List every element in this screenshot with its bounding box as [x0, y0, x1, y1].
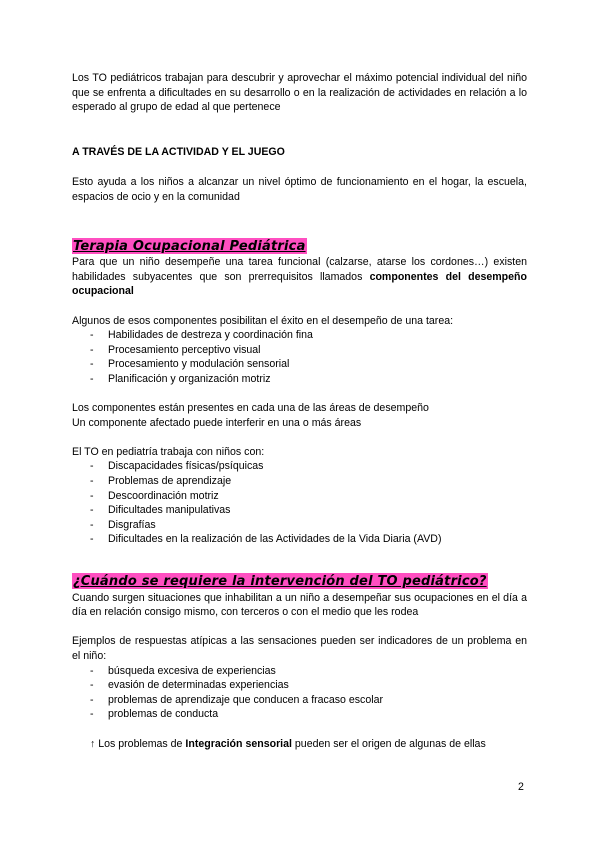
list-item: - Dificultades en la realización de las Actividades de la Vida Diaria (AVD) — [72, 532, 527, 547]
list-item: - Procesamiento y modulación sensorial — [72, 357, 527, 372]
components-note-2: Un componente afectado puede interferir en una o más áreas — [72, 416, 362, 429]
components-note-1: Los componentes están presentes en cada una de las áreas de desempeño — [72, 402, 429, 415]
section-title-ot-pediatric: Terapia Ocupacional Pediátrica — [73, 238, 306, 254]
list-item: - Discapacidades físicas/psíquicas — [72, 459, 527, 474]
intervention-paragraph: Cuando surgen situaciones que inhabilitan a un niño a desempeñar sus ocupaciones en el día a día en relación consigo mismo, con terceros o con el medio que les rodea — [72, 591, 527, 619]
examples-list — [72, 664, 527, 722]
section-title-when-intervention: ¿Cuándo se requiere la intervención del TO pediátrico? — [73, 574, 487, 590]
activity-play-heading: A TRAVÉS DE LA ACTIVIDAD Y EL JUEGO — [72, 145, 285, 158]
list-item: - Disgrafías — [72, 518, 527, 533]
list-item: - búsqueda excesiva de experiencias — [72, 664, 527, 679]
up-arrow-icon: ↑ — [90, 737, 96, 750]
list-item: - Planificación y organización motriz — [72, 372, 527, 387]
components-intro: Algunos de esos componentes posibilitan el éxito en el desempeño de una tarea: — [72, 314, 454, 327]
list-item: - evasión de determinadas experiencias — [72, 678, 527, 693]
sensory-integration-note — [72, 737, 527, 752]
section-when-intervention — [72, 573, 527, 751]
section-ot-pediatric — [72, 238, 527, 547]
list-item: - Habilidades de destreza y coordinación fina — [72, 328, 527, 343]
page-content — [72, 71, 527, 751]
sensory-integration-term: Integración sensorial — [185, 737, 292, 750]
works-with-intro: El TO en pediatría trabaja con niños con: — [72, 445, 265, 458]
conditions-list — [72, 459, 527, 547]
components-list — [72, 328, 527, 386]
note-text-pre: Los problemas de — [95, 737, 186, 750]
functional-task-text: Para que un niño desempeñe una tarea funcional (calzarse, atarse los cordones…) existen habilidades subyacentes que son prerrequisitos llamados — [72, 256, 527, 283]
note-text-post: pueden ser el origen de algunas de ellas — [291, 737, 486, 750]
list-item: - Procesamiento perceptivo visual — [72, 343, 527, 358]
page-number: 2 — [518, 781, 524, 793]
intro-paragraph-2: Esto ayuda a los niños a alcanzar un nivel óptimo de funcionamiento en el hogar, la escuela, espacios de ocio y en la comunidad — [72, 176, 527, 203]
list-item: - Problemas de aprendizaje — [72, 474, 527, 489]
functional-task-paragraph — [72, 255, 527, 299]
examples-intro: Ejemplos de respuestas atípicas a las sensaciones pueden ser indicadores de un problema en el niño: — [72, 635, 527, 662]
list-item: - Descoordinación motriz — [72, 489, 527, 504]
components-term: componentes del desempeño ocupacional — [72, 270, 527, 298]
list-item: - Dificultades manipulativas — [72, 503, 527, 518]
list-item: - problemas de aprendizaje que conducen a fracaso escolar — [72, 693, 527, 708]
intro-paragraph: Los TO pediátricos trabajan para descubrir y aprovechar el máximo potencial individual del niño que se enfrenta a dificultades en su desarrollo o en la realización de actividades en relación a lo esperado al grupo de edad al que pertenece — [72, 72, 527, 114]
list-item: - problemas de conducta — [72, 707, 527, 722]
